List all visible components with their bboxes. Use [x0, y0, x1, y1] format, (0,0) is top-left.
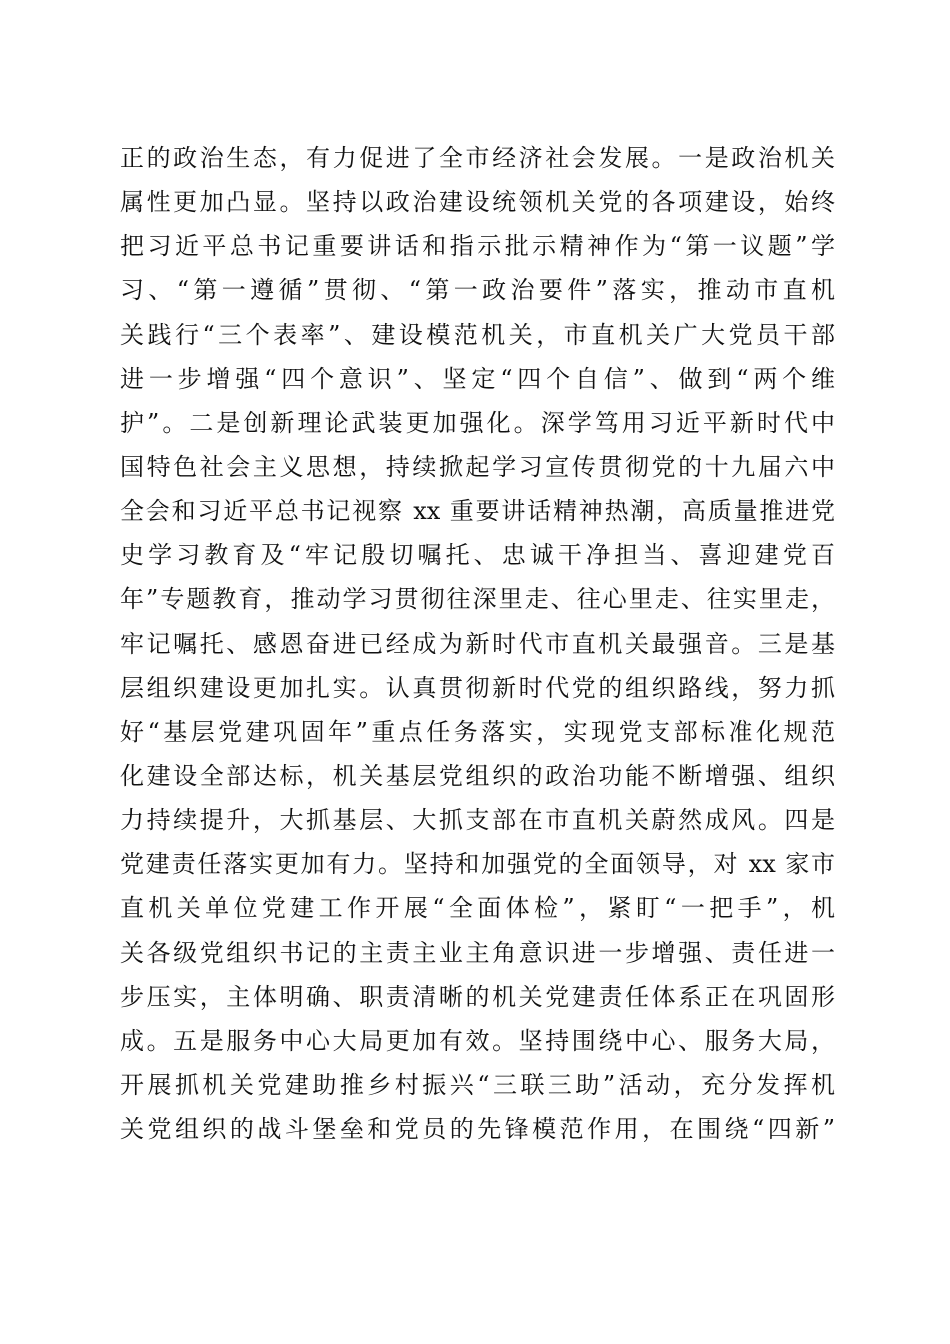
paragraph-line-21: 成。五是服务中心大局更加有效。坚持围绕中心、服务大局， [120, 1026, 835, 1055]
paragraph-line-19: 关各级党组织书记的主责主业主角意识进一步增强、责任进一 [120, 938, 835, 967]
paragraph-line-13: 层组织建设更加扎实。认真贯彻新时代党的组织路线，努力抓 [120, 673, 835, 702]
paragraph-line-12: 牢记嘱托、感恩奋进已经成为新时代市直机关最强音。三是基 [120, 629, 835, 658]
paragraph-line-9: 全会和习近平总书记视察 xx 重要讲话精神热潮，高质量推进党 [120, 497, 835, 526]
paragraph-line-4: 习、“第一遵循”贯彻、“第一政治要件”落实，推动市直机 [120, 276, 835, 305]
paragraph-line-18: 直机关单位党建工作开展“全面体检”，紧盯“一把手”，机 [120, 894, 835, 923]
paragraph-line-11: 年”专题教育，推动学习贯彻往深里走、往心里走、往实里走， [120, 585, 835, 614]
paragraph-line-10: 史学习教育及“牢记殷切嘱托、忠诚干净担当、喜迎建党百 [120, 541, 835, 570]
body-paragraph [120, 136, 835, 1151]
paragraph-line-6: 进一步增强“四个意识”、坚定“四个自信”、做到“两个维 [120, 364, 835, 393]
paragraph-line-5: 关践行“三个表率”、建设模范机关，市直机关广大党员干部 [120, 320, 835, 349]
paragraph-line-3: 把习近平总书记重要讲话和指示批示精神作为“第一议题”学 [120, 232, 835, 261]
paragraph-line-20: 步压实，主体明确、职责清晰的机关党建责任体系正在巩固形 [120, 982, 835, 1011]
paragraph-line-2: 属性更加凸显。坚持以政治建设统领机关党的各项建设，始终 [120, 188, 835, 217]
paragraph-line-23: 关党组织的战斗堡垒和党员的先锋模范作用，在围绕“四新” [120, 1115, 835, 1144]
paragraph-line-1: 正的政治生态，有力促进了全市经济社会发展。一是政治机关 [120, 144, 835, 172]
paragraph-line-22: 开展抓机关党建助推乡村振兴“三联三助”活动，充分发挥机 [120, 1070, 835, 1099]
paragraph-line-17: 党建责任落实更加有力。坚持和加强党的全面领导，对 xx 家市 [120, 850, 835, 879]
paragraph-line-8: 国特色社会主义思想，持续掀起学习宣传贯彻党的十九届六中 [120, 452, 835, 481]
paragraph-line-15: 化建设全部达标，机关基层党组织的政治功能不断增强、组织 [120, 761, 835, 790]
paragraph-line-7: 护”。二是创新理论武装更加强化。深学笃用习近平新时代中 [120, 408, 835, 437]
paragraph-line-14: 好“基层党建巩固年”重点任务落实，实现党支部标准化规范 [120, 717, 835, 746]
paragraph-line-16: 力持续提升，大抓基层、大抓支部在市直机关蔚然成风。四是 [120, 806, 835, 835]
